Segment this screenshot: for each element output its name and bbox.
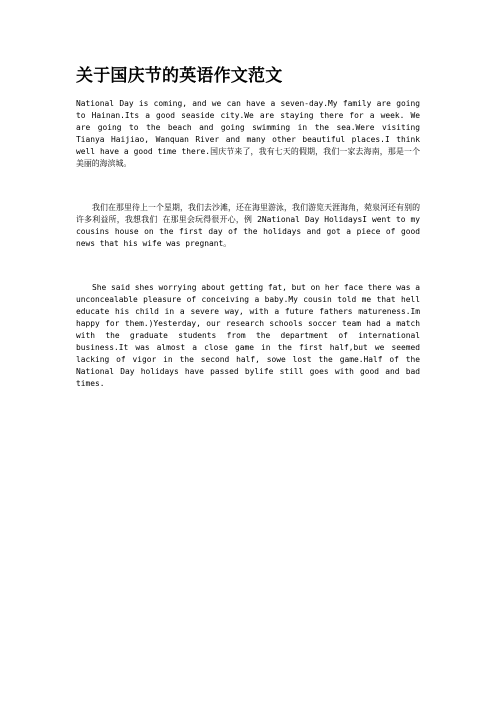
document-title: 关于国庆节的英语作文范文: [76, 66, 283, 86]
document-page: [76, 66, 420, 390]
paragraph-3: She said shes worrying about getting fat, but on her face there was a unconcealable pleasure of conceiving a baby.My cousin told me that hell educate his child in a severe way, with a future fathers matureness.Im happy for them.)Yesterday, our research schools soccer team had a match with the graduate students from the department of international business.It was almost a close game in the first half,but we seemed lacking of vigor in the second half, sowe lost the game.Half of the National Day holidays have passed bylife still goes with good and bad times.: [76, 283, 420, 388]
paragraph-spacer: [76, 170, 420, 202]
paragraph-1: National Day is coming, and we can have a seven-day.My family are going to Hainan.Its a good seaside city.We are staying there for a week. We are going to the beach and going swimming in the sea.Were visiting Tianya Haijiao, Wanquan River and many other beautiful places.I think well have a good time there.国庆节来了，我有七天的假期，我们一家去海南，那是一个美丽的海滨城。: [76, 99, 420, 168]
paragraph-2: 我们在那里待上一个星期，我们去沙滩，还在海里游泳，我们游览天涯海角，菀泉河还有别的许多利益所，我想我们 在那里会玩得很开心，例 2National Day HolidaysI went to my cousins house on the first day of the holidays and got a piece of good news that his wife was pregnant。: [76, 203, 420, 248]
paragraph-spacer: [76, 250, 420, 282]
